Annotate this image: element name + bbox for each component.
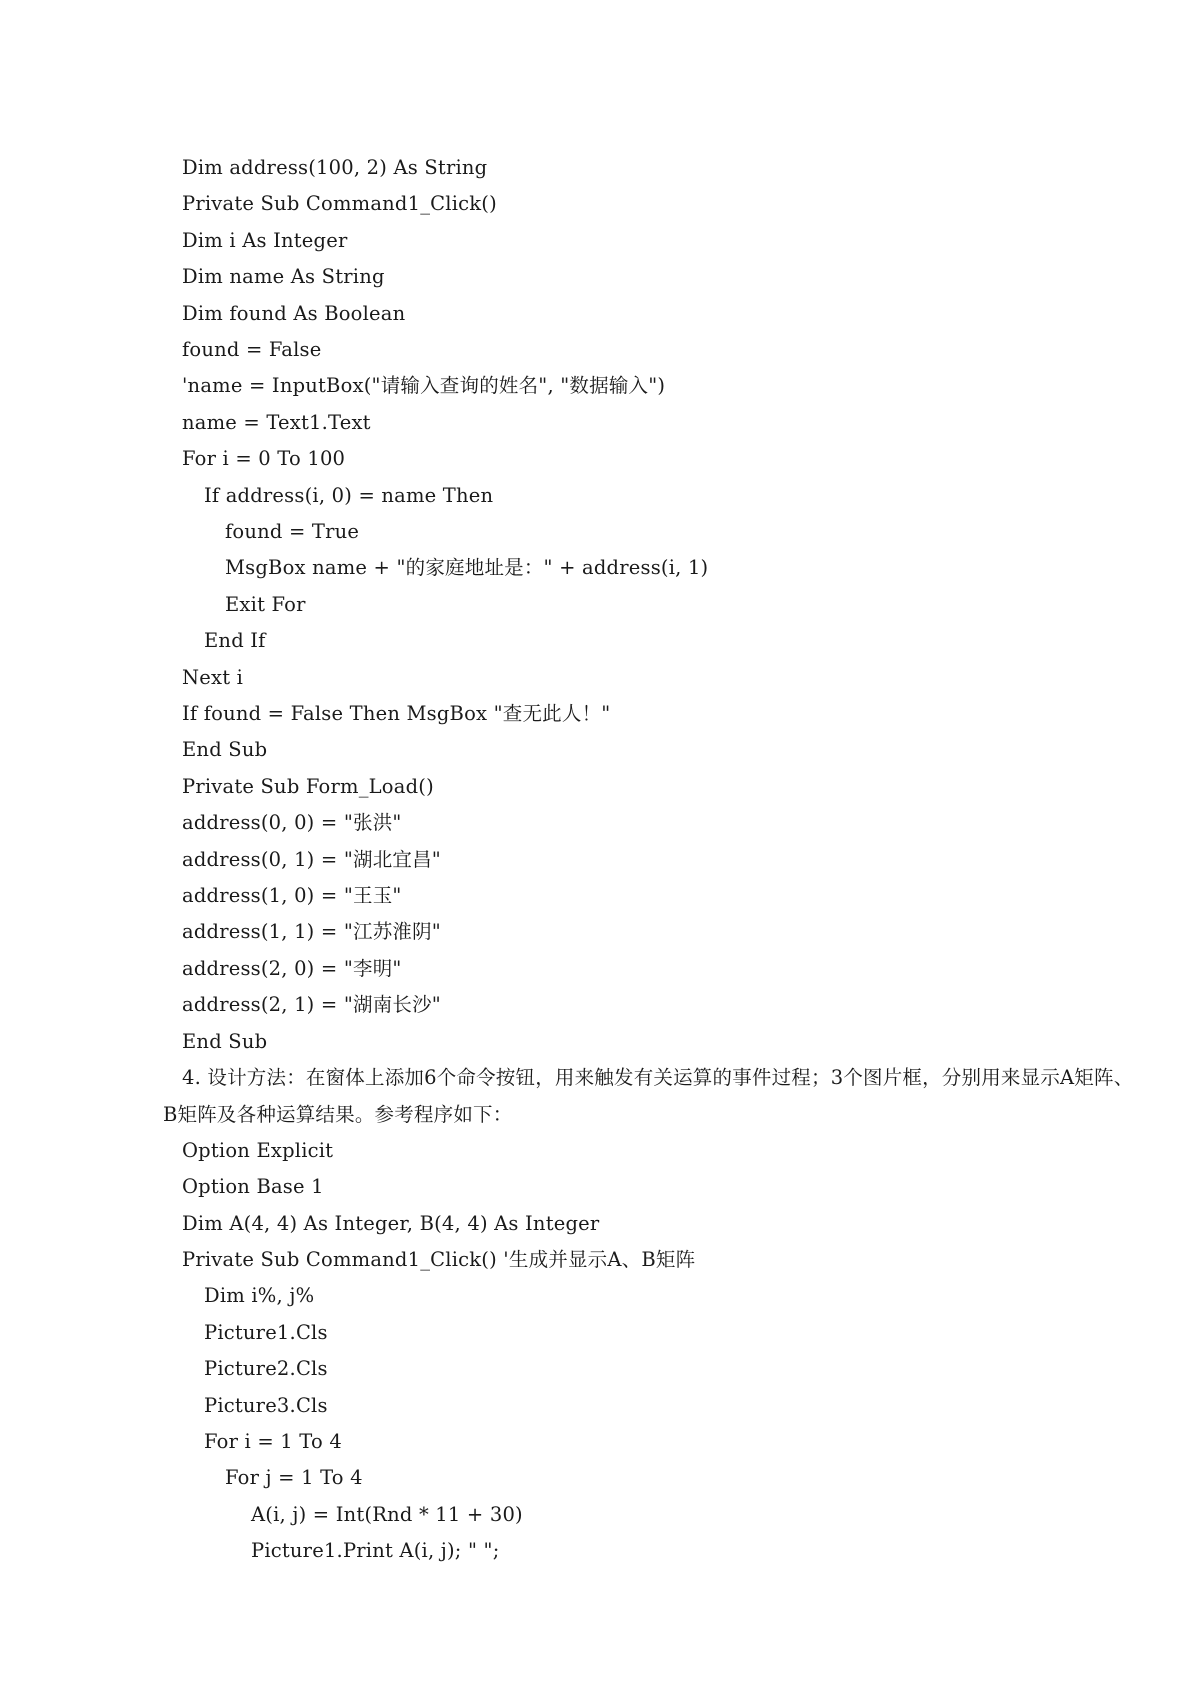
code-line: End Sub xyxy=(182,1029,268,1053)
code-line: Dim i%, j% xyxy=(204,1284,315,1308)
code-line: If found = False Then MsgBox "查无此人！" xyxy=(182,702,611,725)
code-line: For i = 1 To 4 xyxy=(204,1430,342,1453)
code-line: Picture3.Cls xyxy=(204,1393,328,1417)
code-line: Picture2.Cls xyxy=(204,1357,328,1381)
code-line: Dim found As Boolean xyxy=(182,301,406,325)
code-line: Private Sub Command1_Click() '生成并显示A、B矩阵 xyxy=(182,1248,696,1271)
code-line: Private Sub Command1_Click() xyxy=(182,192,497,216)
code-line: MsgBox name + "的家庭地址是：" + address(i, 1) xyxy=(225,556,709,580)
code-line: address(0, 1) = "湖北宜昌" xyxy=(182,847,441,871)
code-line: Option Explicit xyxy=(182,1138,334,1162)
code-line: found = True xyxy=(225,520,360,543)
instruction-paragraph: 4. 设计方法：在窗体上添加6个命令按钮，用来触发有关运算的事件过程；3个图片框，分别用来显示A矩阵、B矩阵及各种运算结果。参考程序如下： xyxy=(163,1066,1134,1126)
code-line: Exit For xyxy=(225,592,306,616)
code-line: Picture1.Print A(i, j); " "; xyxy=(251,1539,500,1563)
code-line: Dim A(4, 4) As Integer, B(4, 4) As Integer xyxy=(182,1211,600,1235)
code-line: Dim i As Integer xyxy=(182,228,348,252)
code-line: For i = 0 To 100 xyxy=(182,447,346,471)
code-line: address(1, 0) = "王玉" xyxy=(182,884,402,907)
code-line: Private Sub Form_Load() xyxy=(182,774,434,798)
code-line: A(i, j) = Int(Rnd * 11 + 30) xyxy=(251,1502,523,1526)
code-line: End Sub xyxy=(182,738,268,762)
code-line: Dim name As String xyxy=(182,265,385,289)
code-line: address(1, 1) = "江苏淮阴" xyxy=(182,920,441,944)
code-line: address(2, 1) = "湖南长沙" xyxy=(182,993,441,1017)
code-line: 'name = InputBox("请输入查询的姓名", "数据输入") xyxy=(182,374,666,398)
code-line: Dim address(100, 2) As String xyxy=(182,156,488,179)
code-line: For j = 1 To 4 xyxy=(225,1466,363,1490)
code-line: If address(i, 0) = name Then xyxy=(204,483,494,507)
code-line: name = Text1.Text xyxy=(182,410,371,434)
code-line: address(2, 0) = "李明" xyxy=(182,956,402,980)
code-line: found = False xyxy=(182,338,322,361)
code-line: End If xyxy=(204,629,266,653)
code-line: address(0, 0) = "张洪" xyxy=(182,811,402,835)
code-line: Picture1.Cls xyxy=(204,1320,328,1344)
code-line: Option Base 1 xyxy=(182,1175,324,1199)
code-line: Next i xyxy=(182,665,244,689)
